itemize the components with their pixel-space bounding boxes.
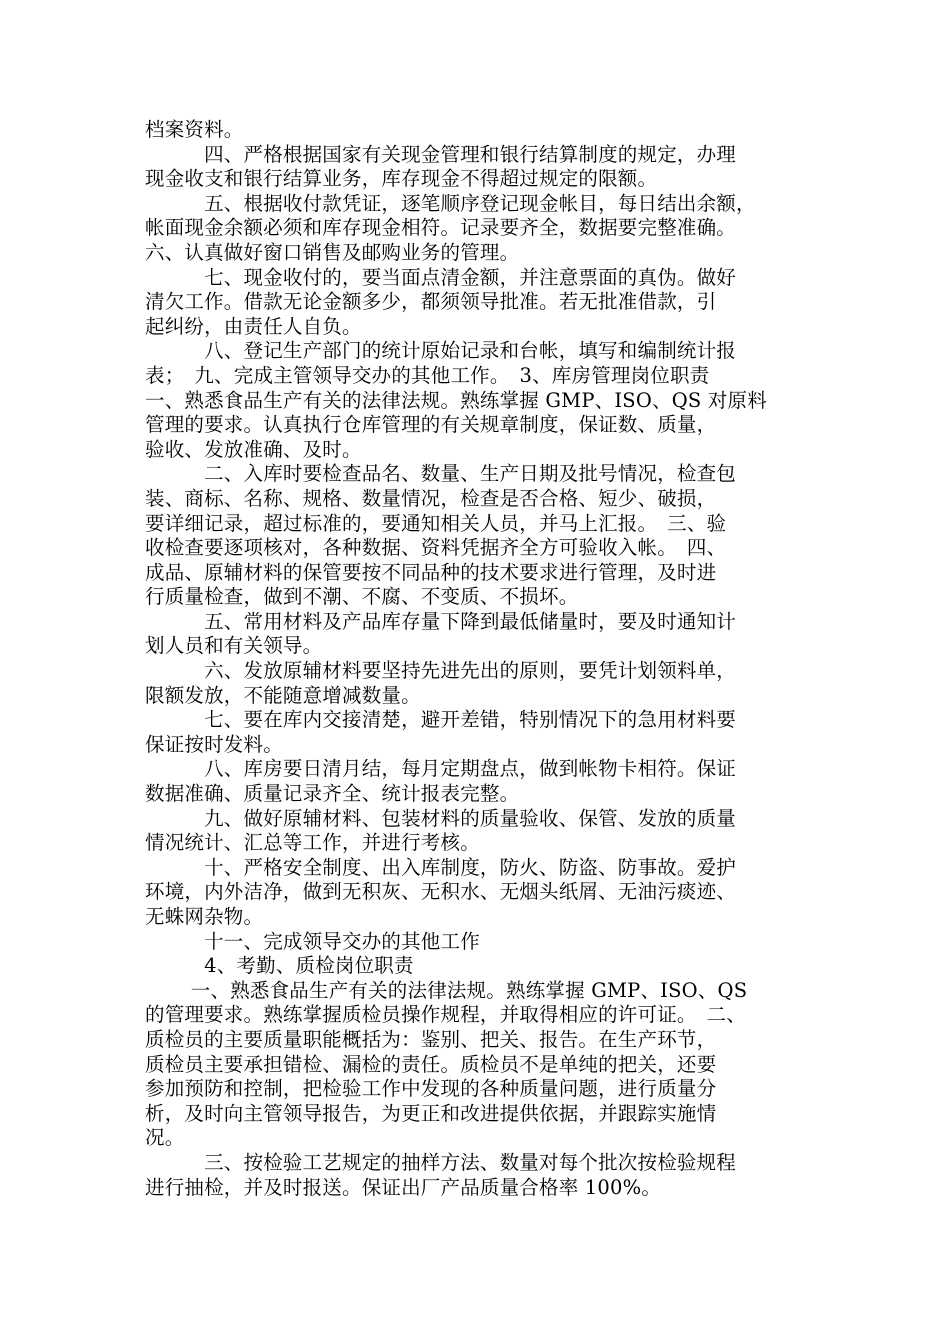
text-line: 要详细记录，超过标准的，要通知相关人员，并马上汇报。 三、验 bbox=[145, 511, 727, 535]
text-line: 五、常用材料及产品库存量下降到最低储量时，要及时通知计 bbox=[145, 609, 737, 633]
text-line: 六、发放原辅材料要坚持先进先出的原则，要凭计划领料单， bbox=[145, 659, 737, 683]
text-line: 现金收支和银行结算业务，库存现金不得超过规定的限额。 bbox=[145, 167, 658, 191]
text-line: 六、认真做好窗口销售及邮购业务的管理。 bbox=[145, 240, 520, 264]
text-line: 四、严格根据国家有关现金管理和银行结算制度的规定，办理 bbox=[145, 142, 737, 166]
text-line: 装、商标、名称、规格、数量情况，检查是否合格、短少、破损， bbox=[145, 486, 717, 510]
document-body bbox=[145, 118, 825, 1200]
text-line: 划人员和有关领导。 bbox=[145, 634, 323, 658]
text-line: 的管理要求。熟练掌握质检员操作规程，并取得相应的许可证。 二、 bbox=[145, 1003, 746, 1027]
text-line: 二、入库时要检查品名、数量、生产日期及批号情况，检查包 bbox=[145, 462, 737, 486]
text-line: 成品、原辅材料的保管要按不同品种的技术要求进行管理，及时进 bbox=[145, 560, 717, 584]
text-line: 表； 九、完成主管领导交办的其他工作。 3、库房管理岗位职责 bbox=[145, 363, 710, 387]
text-line: 环境，内外洁净，做到无积灰、无积水、无烟头纸屑、无油污痰迹、 bbox=[145, 880, 737, 904]
text-line: 行质量检查，做到不潮、不腐、不变质、不损坏。 bbox=[145, 585, 579, 609]
text-line: 七、现金收付的，要当面点清金额，并注意票面的真伪。做好 bbox=[145, 265, 737, 289]
text-line: 验收、发放准确、及时。 bbox=[145, 437, 362, 461]
text-line: 十、严格安全制度、出入库制度，防火、防盗、防事故。爱护 bbox=[145, 855, 737, 879]
text-line: 一、熟悉食品生产有关的法律法规。熟练掌握 GMP、ISO、QS bbox=[145, 978, 748, 1002]
text-line: 析，及时向主管领导报告，为更正和改进提供依据，并跟踪实施情 bbox=[145, 1101, 717, 1125]
text-line: 管理的要求。认真执行仓库管理的有关规章制度，保证数、质量， bbox=[145, 413, 717, 437]
text-line: 数据准确、质量记录齐全、统计报表完整。 bbox=[145, 782, 520, 806]
text-line: 收检查要逐项核对，各种数据、资料凭据齐全方可验收入帐。 四、 bbox=[145, 536, 727, 560]
text-line: 八、库房要日清月结，每月定期盘点，做到帐物卡相符。保证 bbox=[145, 757, 737, 781]
text-line: 保证按时发料。 bbox=[145, 732, 283, 756]
text-line: 清欠工作。借款无论金额多少，都须领导批准。若无批准借款，引 bbox=[145, 290, 717, 314]
text-line: 无蛛网杂物。 bbox=[145, 905, 264, 928]
text-line: 十一、完成领导交办的其他工作 bbox=[145, 929, 480, 953]
text-line: 九、做好原辅材料、包装材料的质量验收、保管、发放的质量 bbox=[145, 806, 737, 830]
text-line: 七、要在库内交接清楚，避开差错，特别情况下的急用材料要 bbox=[145, 708, 737, 732]
text-line: 情况统计、汇总等工作，并进行考核。 bbox=[145, 831, 480, 855]
text-line: 八、登记生产部门的统计原始记录和台帐，填写和编制统计报 bbox=[145, 339, 737, 363]
text-line: 五、根据收付款凭证，逐笔顺序登记现金帐目，每日结出余额， bbox=[145, 191, 756, 215]
text-line: 起纠纷，由责任人自负。 bbox=[145, 314, 362, 338]
text-line: 档案资料。 bbox=[145, 118, 244, 141]
text-line: 参加预防和控制，把检验工作中发现的各种质量问题，进行质量分 bbox=[145, 1077, 717, 1101]
text-line: 进行抽检，并及时报送。保证出厂产品质量合格率 100%。 bbox=[145, 1175, 662, 1199]
text-line: 质检员主要承担错检、漏检的责任。质检员不是单纯的把关，还要 bbox=[145, 1052, 717, 1076]
text-line: 况。 bbox=[145, 1126, 185, 1150]
text-line: 三、按检验工艺规定的抽样方法、数量对每个批次按检验规程 bbox=[145, 1150, 737, 1174]
text-line: 帐面现金余额必须和库存现金相符。记录要齐全，数据要完整准确。 bbox=[145, 216, 737, 240]
text-line: 限额发放，不能随意增减数量。 bbox=[145, 683, 421, 707]
text-line: 一、熟悉食品生产有关的法律法规。熟练掌握 GMP、ISO、QS 对原料 bbox=[145, 388, 767, 412]
text-line: 质检员的主要质量职能概括为：鉴别、把关、报告。在生产环节， bbox=[145, 1027, 717, 1051]
text-line: 4、考勤、质检岗位职责 bbox=[145, 954, 414, 978]
